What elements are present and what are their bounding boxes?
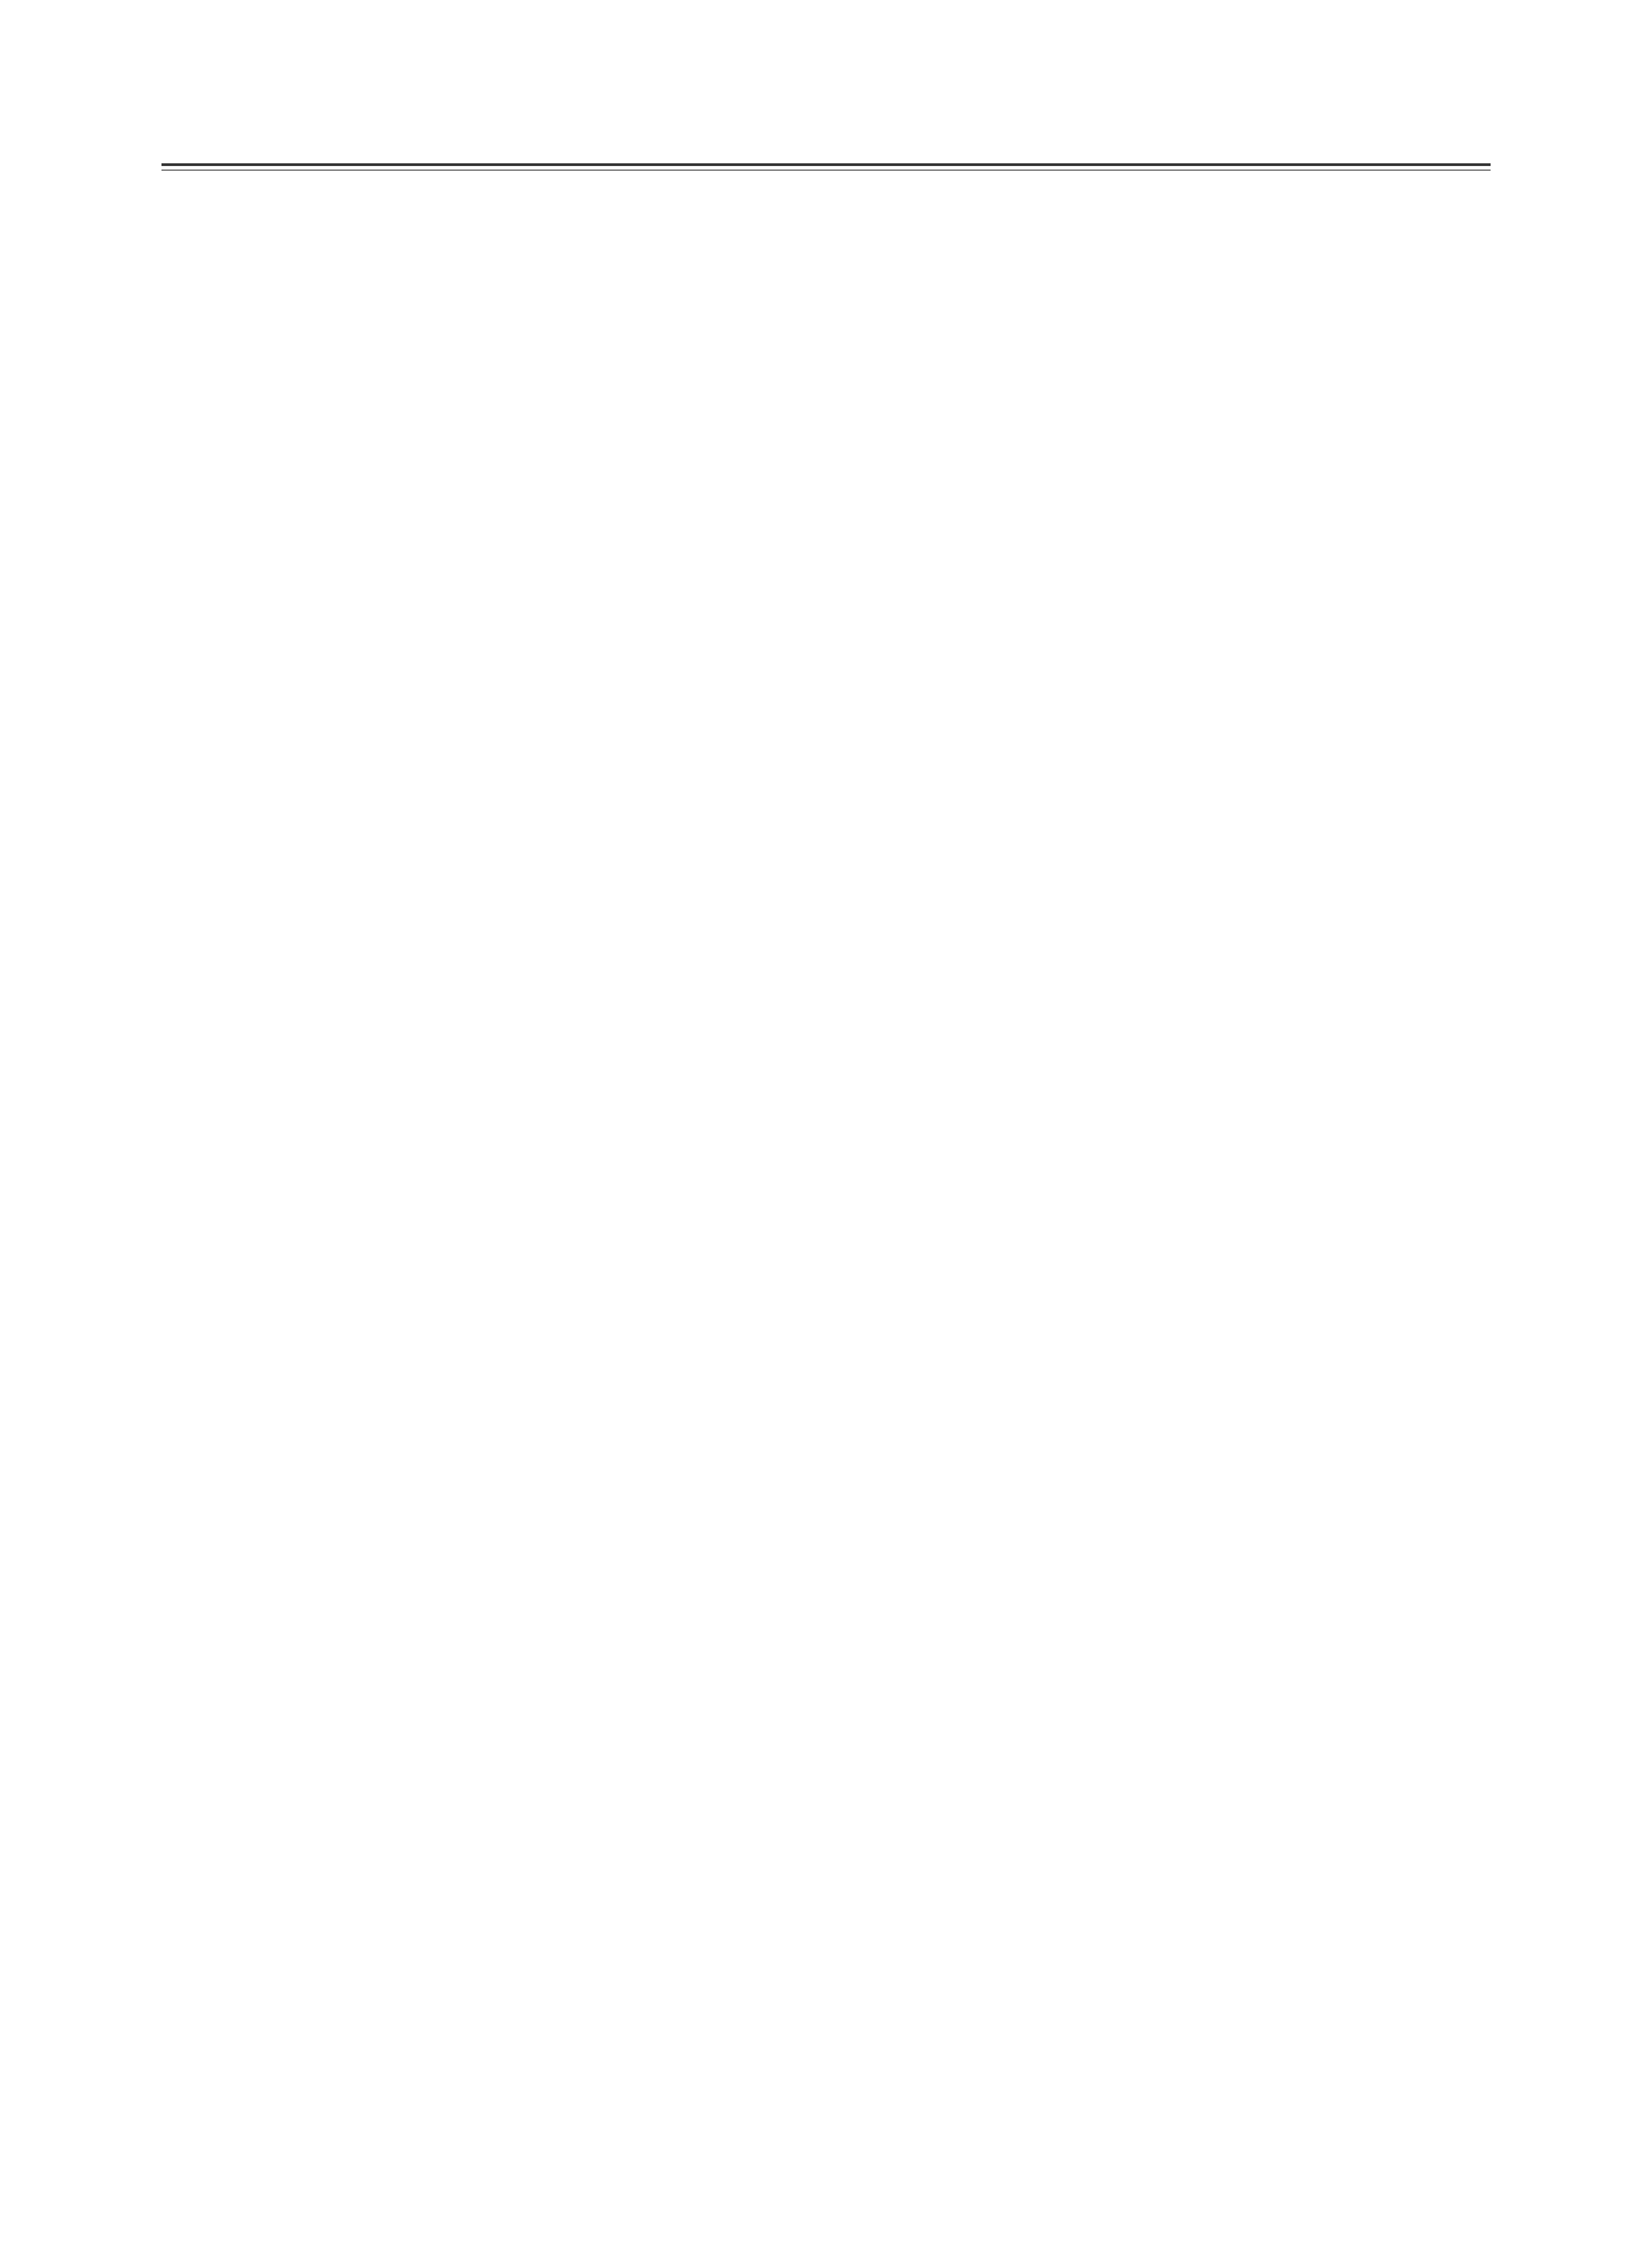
body-text <box>161 191 1491 214</box>
header-rule-thick <box>161 163 1491 166</box>
header-rule-thin <box>161 170 1491 171</box>
running-header <box>161 108 1491 162</box>
